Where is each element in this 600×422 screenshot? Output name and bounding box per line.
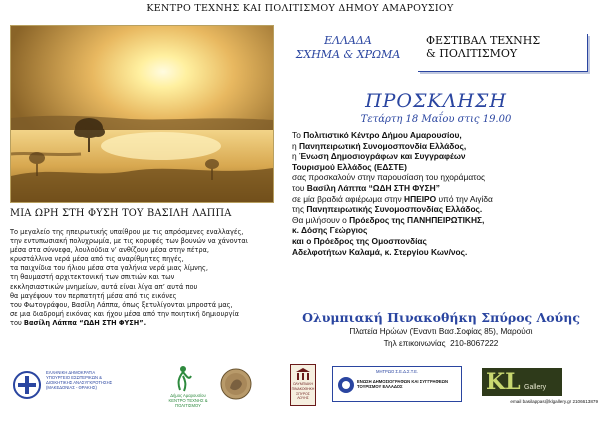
pinakothiki-logo [290, 364, 316, 406]
story-line [10, 319, 278, 328]
festival-title-box [418, 34, 588, 72]
organizer-title: ΚΕΝΤΡΟ ΤΕΧΝΗΣ ΚΑΙ ΠΟΛΙΤΙΣΜΟΥ ΔΗΜΟΥ ΑΜΑΡΟΥΣΙΟΥ [146, 3, 454, 14]
festival-subtitle-line: ΣΧΗΜΑ & ΧΡΩΜΑ [295, 48, 401, 61]
photo-caption: ΜΙΑ ΩΡΗ ΣΤΗ ΦΥΣΗ ΤΟΥ ΒΑΣΙΛΗ ΛΑΠΠΑ [10, 208, 232, 219]
ministry-logo [12, 368, 132, 408]
story-line: Το μεγαλείο της ηπειρωτικής υπαίθρου με τις απρόσμενες εναλλαγές, [10, 228, 244, 236]
dimos-text [158, 393, 218, 408]
body-line [292, 151, 592, 162]
edste-text-line: ΤΟΥΡΙΣΜΟΥ ΕΛΛΑΔΟΣ [357, 384, 403, 389]
venue-name: Ολυμπιακή Πινακοθήκη Σπύρος Λούης [302, 310, 580, 325]
event-date: Τετάρτη 18 Μαΐου στις 19.00 [360, 114, 512, 125]
body-text: του [292, 182, 307, 193]
building-icon [295, 367, 311, 381]
pinakothiki-text-line: ΛΟΥΗΣ [297, 396, 309, 401]
body-line [292, 225, 592, 236]
body-text: της [292, 204, 307, 215]
body-bold-text: Βασίλη Λάππα “ΩΔΗ ΣΤΗ ΦΥΣΗ” [306, 182, 440, 193]
contact-email: email basilappas@klgallery.gr 2106613879 [510, 399, 598, 404]
pinakothiki-text-line: ΣΠΥΡΟΣ [296, 391, 310, 396]
body-line [292, 215, 592, 226]
story-text: του [10, 318, 24, 327]
body-bold-text: Πολιτιστικό Κέντρο Δήμου Αμαρουσίου, [303, 130, 462, 140]
ancient-coin-icon [220, 368, 252, 400]
festival-header [282, 30, 590, 74]
invitation-title: ΠΡΟΣΚΛΗΣΗ [365, 90, 507, 112]
edste-registry-text: ΜΗΤΡΩΟ Σ.Ε.Δ.Σ.Τ.Ε. [375, 369, 419, 374]
edste-emblem-icon [337, 376, 355, 394]
festival-subtitle-line: ΕΛΛΑΔΑ [324, 34, 372, 47]
body-text: Θα μιλήσουν ο [292, 214, 350, 225]
venue-phone [282, 339, 600, 348]
body-line [292, 162, 592, 173]
body-line [292, 130, 592, 141]
ministry-text [46, 370, 136, 390]
edste-logo [332, 366, 462, 402]
phone-label: Τηλ επικοινωνίας [383, 339, 446, 348]
story-line: τη θαυμαστή αρχιτεκτονική των σπιτιών και των [10, 273, 175, 282]
dancer-figure-icon [172, 364, 194, 392]
body-bold-text: και ο Πρόεδρος της Ομοσπονδίας [292, 235, 427, 246]
body-text: Το [292, 130, 304, 140]
body-text: η [292, 140, 299, 151]
phone-number: 210-8067222 [450, 339, 499, 348]
body-text: υπό την Αιγίδα [436, 193, 493, 204]
body-line: σας προσκαλούν στην παρουσίαση του ηχοράματος [292, 172, 486, 183]
story-line: σε μια διαδρομή εικόνας και ήχου μέσα από την ποιητική δημιουργία [10, 309, 239, 318]
dimos-text-line: ΚΕΝΤΡΟ ΤΕΧΝΗΣ & ΠΟΛΙΤΙΣΜΟΥ [168, 398, 208, 408]
body-bold-text: Ένωση Δημοσιογράφων και Συγγραφέων [299, 151, 466, 162]
body-line [292, 194, 592, 205]
body-line [292, 183, 592, 194]
body-text: σε μία βραδιά αφιέρωμα στην [292, 193, 405, 204]
story-line: θα μαγέψουν τον περπατητή μέσα από τις εικόνες [10, 291, 177, 300]
body-line [292, 141, 592, 152]
pinakothiki-text-line: ΟΛΥΜΠΙΑΚΗ [292, 382, 314, 386]
story-line: τα παιχνίδια του ήλιου μέσα στα γαλήνια νερά μιας λίμνης, [10, 264, 208, 273]
festival-title-line: & ΠΟΛΙΤΙΣΜΟΥ [426, 47, 518, 60]
body-bold-text: κ. Δόσης Γεώργιος [292, 225, 368, 236]
dimos-text-line: Δήμος Αμαρουσίου [170, 393, 206, 398]
story-bold-text: Βασίλη Λάππα “ΩΔΗ ΣΤΗ ΦΥΣΗ”. [23, 318, 147, 327]
festival-title-line: ΦΕΣΤΙΒΑΛ ΤΕΧΝΗΣ [426, 34, 541, 47]
body-line [292, 236, 592, 247]
story-line: του Φωτογράφου, Βασίλη Λάππα, όπως ξετυλίγονται μπροστά μας, [10, 300, 233, 309]
body-text: η [292, 151, 299, 162]
body-bold-text: Τουρισμού Ελλάδος (ΕΔΣΤΕ) [292, 161, 407, 172]
story-line: την εντυπωσιακή πολυχρωμία, με τις κορυφές των βουνών να χάνονται [10, 237, 248, 246]
story-paragraph [10, 228, 278, 328]
dimos-amarousiou-logo [158, 364, 218, 408]
kl-logo-text: KL [486, 369, 521, 395]
body-bold-text: Πανηπειρωτική Συνομοσπονδία Ελλάδος, [299, 140, 467, 151]
edste-text [357, 379, 459, 389]
story-line: κρυστάλλινα νερά μέσα από τις αναρίθμητες πηγές, [10, 255, 184, 264]
body-bold-text: Πρόεδρος της ΠΑΝΗΠΕΙΡΩΤΙΚΗΣ, [349, 214, 485, 225]
body-bold-text: Αδελφοτήτων Καλαμά, κ. Στεργίου Κων/νος. [292, 246, 468, 257]
ministry-text-line: ΔΙΟΙΚΗΤΙΚΗΣ ΑΝΑΣΥΓΚΡΟΤΗΣΗΣ [46, 380, 113, 385]
edste-text-line: ΕΝΩΣΗ ΔΗΜΟΣΙΟΓΡΑΦΩΝ ΚΑΙ ΣΥΓΓΡΑΦΕΩΝ [357, 379, 449, 384]
invitation-body [292, 130, 592, 257]
pinakothiki-text-line: ΠΙΝΑΚΟΘΗΚΗ [291, 386, 315, 391]
greek-emblem-icon [12, 370, 42, 400]
body-line [292, 247, 592, 258]
ministry-text-line: ΥΠΟΥΡΓΕΙΟ ΕΣΩΤΕΡΙΚΩΝ & [46, 375, 102, 380]
lake-photo-graphic [11, 26, 273, 202]
pinakothiki-text [291, 382, 315, 401]
venue-address: Πλατεία Ηρώων (Έναντι Βασ.Σοφίας 85), Μαρούσι [349, 327, 533, 336]
body-bold-text: Πανηπειρωτικής Συνομοσπονδίας Ελλάδος. [306, 204, 483, 215]
lake-sunset-photo [10, 25, 274, 203]
body-bold-text: ΗΠΕΙΡΟ [404, 193, 437, 204]
ministry-text-line: (ΜΑΚΕΔΟΝΙΑΣ - ΘΡΑΚΗΣ) [46, 385, 97, 390]
kl-gallery-text: Gallery [524, 384, 547, 391]
ministry-text-line: ΕΛΛΗΝΙΚΗ ΔΗΜΟΚΡΑΤΙΑ [46, 370, 96, 375]
kl-gallery-logo [482, 368, 562, 396]
story-line: εκκλησιαστικών μνημείων, αυτά είναι λίγα απ’ αυτά που [10, 282, 198, 291]
festival-subtitle [282, 34, 414, 62]
story-line: μέσα στα σύννεφα, λουλούδια ν’ ανθίζουν μέσα στην πέτρα, [10, 246, 210, 255]
body-line [292, 204, 592, 215]
